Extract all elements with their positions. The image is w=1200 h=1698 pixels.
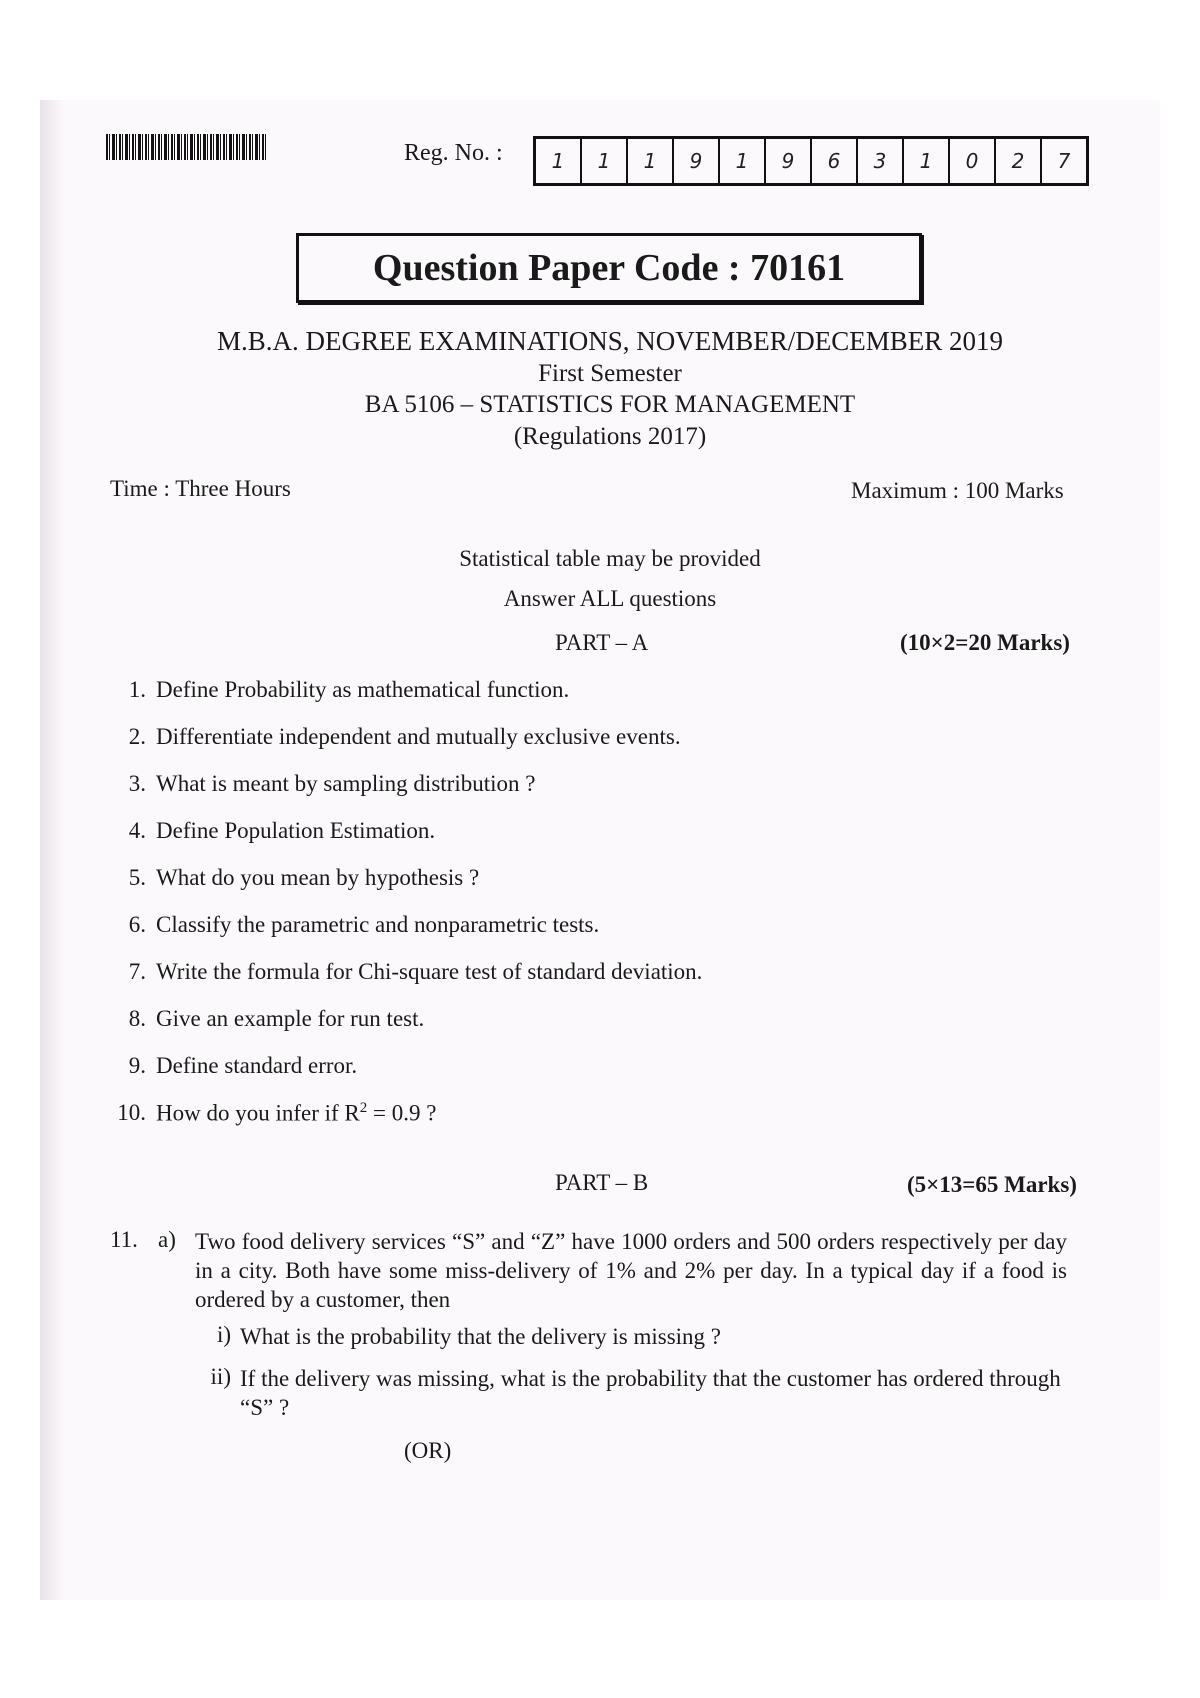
reg-digit: 1 — [628, 139, 674, 183]
maximum-marks: Maximum : 100 Marks — [851, 478, 1064, 503]
reg-digit: 0 — [950, 139, 996, 183]
question-number: 1. — [128, 677, 146, 702]
superscript: 2 — [359, 1100, 368, 1116]
question-number: 5. — [128, 865, 146, 890]
question-text — [156, 1100, 436, 1127]
part-b-heading: PART – B — [555, 1170, 649, 1195]
question-text: Give an example for run test. — [156, 1006, 425, 1031]
time-allowed: Time : Three Hours — [110, 476, 291, 501]
question-number: 6. — [128, 912, 146, 937]
reg-digit: 2 — [996, 139, 1042, 183]
question-number: 2. — [128, 724, 146, 749]
question-number: 7. — [128, 959, 146, 984]
reg-digit: 1 — [720, 139, 766, 183]
question-number: 3. — [128, 771, 146, 796]
part-a-heading: PART – A — [555, 630, 649, 655]
note-answer-all: Answer ALL questions — [503, 586, 717, 611]
reg-digit: 3 — [858, 139, 904, 183]
subject: BA 5106 – STATISTICS FOR MANAGEMENT — [364, 391, 856, 418]
note-statistical-table: Statistical table may be provided — [459, 546, 761, 571]
reg-digit: 1 — [904, 139, 950, 183]
reg-digit: 1 — [582, 139, 628, 183]
reg-digit: 9 — [766, 139, 812, 183]
item-mark: ii) — [210, 1364, 231, 1389]
sub-question-mark: a) — [158, 1227, 176, 1252]
question-paper-code: Question Paper Code : 70161 — [296, 233, 922, 303]
question-text: Two food delivery services “S” and “Z” have 1000 orders and 500 orders respectively per day in a city. Both have some miss-delivery of 1% and 2% per day. In a typical day if a food is ordered by a customer, then — [195, 1229, 1067, 1312]
exam-title: M.B.A. DEGREE EXAMINATIONS, NOVEMBER/DECEMBER 2019 — [216, 326, 1003, 356]
question-number: 9. — [128, 1053, 146, 1078]
semester: First Semester — [538, 360, 682, 387]
item-text: What is the probability that the delivery is missing ? — [240, 1324, 721, 1349]
question-number: 11. — [110, 1227, 138, 1252]
question-text: Define standard error. — [156, 1053, 358, 1078]
question-text: What is meant by sampling distribution ? — [156, 771, 536, 796]
question-text: Differentiate independent and mutually exclusive events. — [156, 724, 681, 749]
question-text-part: How do you infer if R — [156, 1100, 360, 1126]
question-text: What do you mean by hypothesis ? — [156, 865, 480, 890]
reg-digit: 7 — [1057, 149, 1071, 173]
question-number: 8. — [128, 1006, 146, 1031]
question-number: 10. — [117, 1100, 146, 1125]
regulations: (Regulations 2017) — [513, 423, 707, 450]
sheet-shadow-edge — [40, 100, 64, 1600]
question-text: Define Population Estimation. — [156, 818, 436, 843]
question-number: 4. — [128, 818, 146, 843]
or-separator: (OR) — [404, 1438, 452, 1463]
reg-digit: 6 — [812, 139, 858, 183]
barcode — [106, 134, 266, 160]
part-b-marks: (5×13=65 Marks) — [907, 1172, 1077, 1197]
part-a-marks: (10×2=20 Marks) — [900, 630, 1070, 655]
question-text: Define Probability as mathematical function. — [156, 677, 570, 702]
reg-no-label: Reg. No. : — [404, 140, 503, 166]
item-text: If the delivery was missing, what is the probability that the customer has ordered through “S” ? — [240, 1366, 1061, 1420]
question-text-part: = 0.9 ? — [367, 1100, 437, 1126]
reg-no-boxes — [533, 136, 1089, 186]
item-mark: i) — [216, 1322, 231, 1347]
reg-digit: 1 — [536, 139, 582, 183]
question-text: Write the formula for Chi-square test of standard deviation. — [156, 959, 703, 984]
reg-digit: 9 — [674, 139, 720, 183]
question-text: Classify the parametric and nonparametric tests. — [156, 912, 600, 937]
